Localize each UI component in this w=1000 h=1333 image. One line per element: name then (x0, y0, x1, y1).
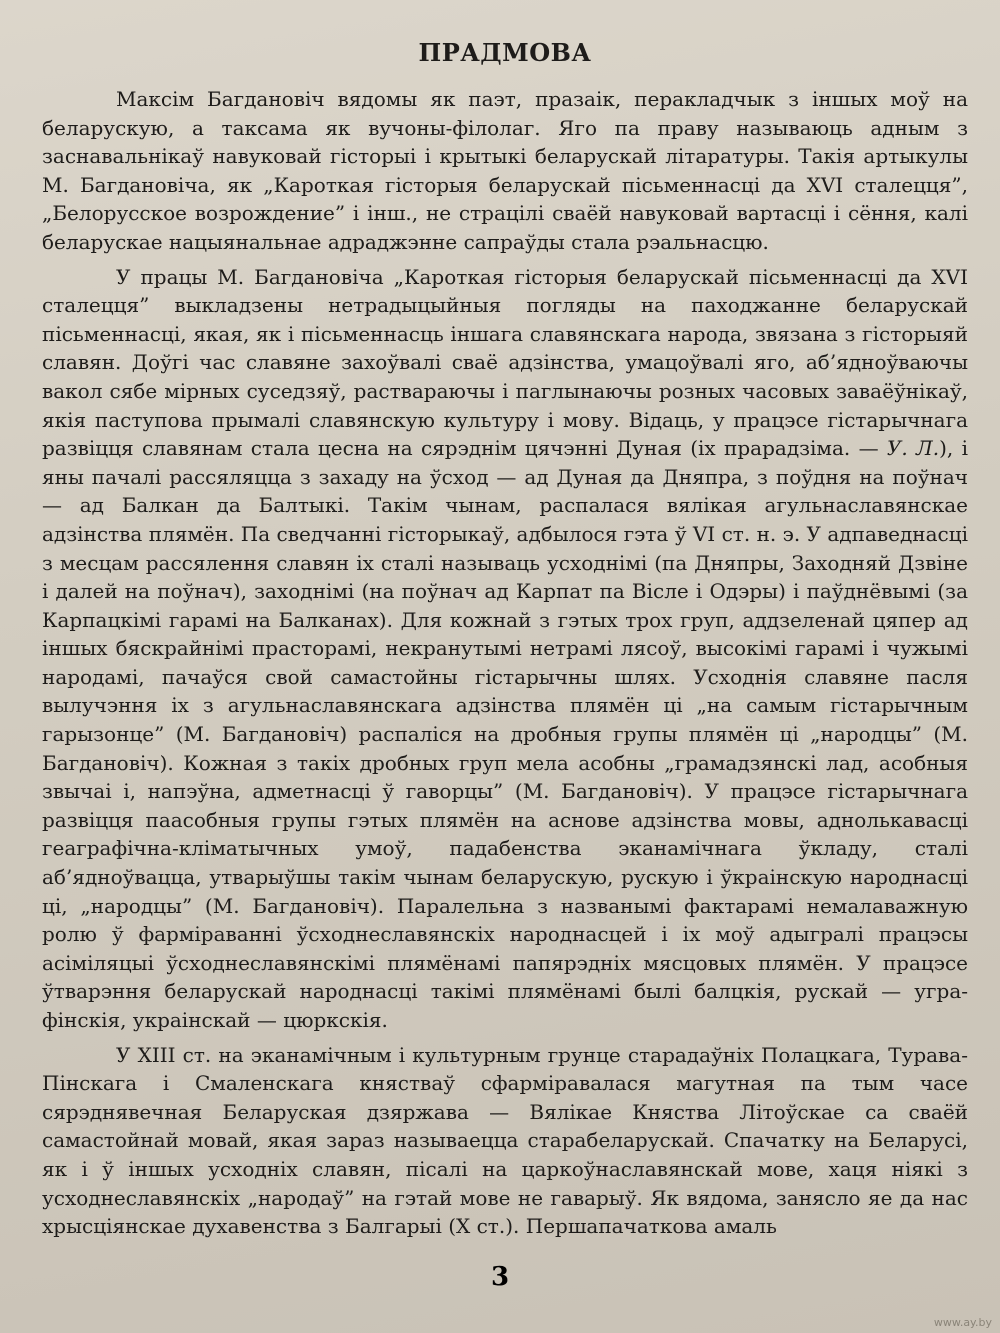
paragraph-3: У XIII ст. на эканамічным і культурным грунце старадаўніх Полацкага, Турава-Пінскага і Смаленскага княстваў сфарміравалася магутная па тым часе сярэднявечная Беларуская дзяржава — Вялікае Княства Літоўскае са сваёй самастойнай мовай, якая зараз называецца старабеларускай. Спачатку на Беларусі, як і ў іншых усходніх славян, пісалі на царкоўнаславянскай мове, хаця ніякі з усходнеславянскіх „народаў” на гэтай мове не гаварыў. Як вядома, занясло яе да нас хрысціянскае духавенства з Балгарыі (Х ст.). Першапачаткова амаль (42, 1042, 968, 1239)
paragraph-2 (42, 263, 968, 1035)
page-content (42, 34, 968, 1324)
paragraph-2-text-start: У працы М. Багдановіча „Кароткая гісторыя беларускай пісьменнасці да XVI сталецця” выкладзены нетрадыцыйныя погляды на паходжанне беларускай пісьменнасці, якая, як і пісьменнасць іншага славянскага народа, звязана з гісторыяй славян. Доўгі час славяне захоўвалі сваё адзінства, умацоўвалі яго, аб’ядноўваючы вакол сябе мірных суседзяў, раствараючы і паглынаючы розных часовых заваёўнікаў, якія паступова прымалі славянскую культуру і мову. Відаць, у працэсе гістарычнага развіцця славянам стала цесна на сярэднім цячэнні Дуная (іх прарадзіма. — (42, 264, 968, 461)
watermark: www.ay.by (933, 1316, 992, 1329)
author-initials: У. Л. (886, 436, 940, 461)
paragraph-2-text-end: ), і яны пачалі рассяляцца з захаду на ўсход — ад Дуная да Дняпра, з поўдня на поўнач — ад Балкан да Балтыкі. Такім чынам, распалася вялікая агульнаславянскае адзінства плямён. Па сведчанні гісторыкаў, адбылося гэта ў VI ст. н. э. У адпаведнасці з месцам рассялення славян іх сталі называць усходнімі (па Дняпры, Заходняй Дзвіне і далей на поўнач), заходнімі (на поўнач ад Карпат па Вісле і Одэры) і паўднёвымі (за Карпацкімі гарамі на Балканах). Для кожнай з гэтых трох груп, аддзеленай цяпер ад іншых бяскрайнімі пpacторамі, некранутымі нетрамі лясоў, высокімі гарамі і чужымі народамі, пачаўся свой самастойны гістарычны шлях. Усходнія славяне пасля вылучэння іх з агульнаславянскага адзінства плямён ці „на самым гістарычным гарызонце” (М. Багдановіч) распаліся на дробныя групы плямён ці „народцы” (М. Багдановіч). Кожная з такіх дробных груп мела асобны „грамадзянскі лад, асобныя звычаі і, напэўна, адметнасці ў гаворцы” (М. Багдановіч). У працэсе гістарычнага развіцця паасобныя групы гэтых плямён на аснове адзінства мовы, аднолькавасці геаграфічна-кліматычных умоў, падабенства эканамічнага ўкладу, сталі аб’ядноўвацца, утварыўшы такім чынам беларускую, рускую і ўкраінскую народнасці ці, „народцы” (М. Багдановіч). Паралельна з названымі фактарамі немалаважную ролю ў фарміраванні ўсходнеславянскіх народнасцей і іх моў адыгралі працэсы асіміляцыі ўсходнеславянскімі плямёнамі папярэдніх мясцовых плямён. У працэсе ўтварэння беларускай народнасці такімі плямёнамі былі балцкія, рускай — угра-фінскія, украінскай — цюркскія. (42, 436, 968, 1032)
body-text (42, 85, 968, 1241)
paragraph-1: Максім Багдановіч вядомы як паэт, празаік, перакладчык з іншых моў на беларускую, а таксама як вучоны-філолаг. Яго па праву называюць адным з заснавальнікаў навуковай гісторыі і крытыкі беларускай літаратуры. Такія артыкулы М. Багдановіча, як „Кароткая гісторыя беларускай пісьменнасці да XVI сталецця”, „Белорусское возрождение” і інш., не страцілі свaёй навуковай вартасці і сёння, калі беларускае нацыянальнае адраджэнне сапраўды стала рэальнасцю. (42, 87, 968, 254)
page-heading: ПРАДМОВА (418, 38, 592, 67)
page-number: 3 (490, 1262, 510, 1292)
